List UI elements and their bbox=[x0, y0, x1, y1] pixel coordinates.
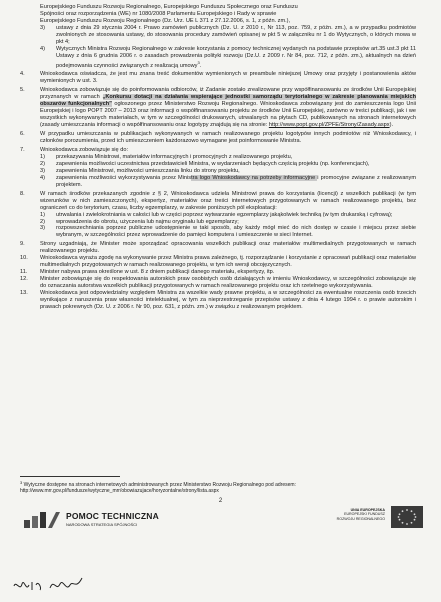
eu-flag-icon bbox=[391, 506, 423, 528]
paragraph-4 bbox=[20, 71, 416, 85]
list-number: 2) bbox=[40, 218, 45, 225]
footnote-ref: 3 bbox=[197, 59, 200, 65]
list-text: wprowadzenia do obrotu, użyczenia lub najmu oryginału lub egzemplarzy; bbox=[56, 218, 239, 225]
paragraph-text: Strony uzgadniają, że Minister może sporządzać opracowania wszelkich publikacji oraz materiałów multimedialnych przygotowanych w ramach realizowanego projektu. bbox=[40, 241, 416, 255]
list-text: utrwalania i zwielokrotniania w całości lub w części poprzez wytwarzanie egzemplarzy jakąkolwiek techniką (w tym drukarską i cyfrową); bbox=[56, 211, 393, 218]
paragraph-text-b: ogłoszonego przez Ministerstwo Rozwoju Regionalnego. Wnioskodawca zobowiązany jest do zamieszczenia logo Unii Europejskiej i logo POPT 2007 – 2013 oraz informacji o współfinansowaniu projektu ze środków Unii Europejskiej, zarówno w treści publikacji, jak i we wszystkich wykonywanych materiałach, w tym w szczególności drukowanych, utrwalanych na płytach CD, publikowanych na stronach internetowych (zasady umieszczania informacji o współfinansowaniu oraz logotypy znajdują się na stronie: bbox=[40, 101, 416, 129]
paragraph-text bbox=[40, 87, 416, 129]
paragraph-text: Wnioskodawca oświadcza, że jest mu znana treść dokumentów wymienionych w preambule niniejszej Umowy oraz przyjęty i postanowienia aktów wymienionych w ust. 3. bbox=[40, 71, 416, 85]
list-number: 1) bbox=[40, 211, 45, 218]
fund-label-2: ROZWOJU REGIONALNEGO bbox=[336, 516, 385, 521]
logo-title: POMOC TECHNICZNA bbox=[66, 511, 159, 521]
nss-logo-icon bbox=[22, 508, 62, 530]
top-line-1: Europejskiego Funduszu Rozwoju Regionalnego, Europejskiego Funduszu Społecznego oraz Funduszu bbox=[40, 4, 298, 10]
page-number: 2 bbox=[218, 498, 223, 504]
paragraph-11 bbox=[20, 269, 416, 276]
paragraph-number: 13. bbox=[20, 290, 28, 297]
sub-item-number: 4) bbox=[40, 45, 45, 52]
footnote-number: 3 bbox=[20, 480, 23, 485]
paragraph-8 bbox=[20, 191, 416, 212]
list-number: 3) bbox=[40, 225, 45, 232]
sub-item-3 bbox=[20, 25, 416, 46]
paragraph-text: Wnioskodawca wyraża zgodę na wykonywanie przez Ministra prawa zależnego, tj. rozporządzanie i korzystanie z opracowań publikacji oraz materiałów multimedialnych przygotowanych w ramach realizowanego projektu, w tym ich wersji obcojęzycznych. bbox=[40, 255, 416, 269]
paragraph-text: W przypadku umieszczania w publikacjach wykonywanych w ramach realizowanego projektu logotypów innych podmiotów niż Wnioskodawcy, i członków porozumienia, przed ich umieszczeniem każdorazowo wymagane jest poinformowanie Ministra. bbox=[40, 131, 416, 145]
paragraph-text-a: Wnioskodawca zobowiązuje się do poinformowania odbiorców, iż Zadanie zostało zrealizowane przy współfinansowaniu ze środków Unii Europejskiej przyznanych w ramach bbox=[40, 87, 416, 101]
sub-item-4 bbox=[20, 46, 416, 70]
footnote-divider bbox=[20, 476, 120, 477]
paragraph-number: 9. bbox=[20, 241, 25, 248]
sub-item-text: Wytycznych Ministra Rozwoju Regionalnego w zakresie korzystania z pomocy technicznej wydanych na podstawie przepisów art.35 ust.3 pkt 11 Ustawy z dnia 6 grudnia 2006 r. o zasadach prowadzenia polityki rozwoju (Dz.U. z 2009 r. Nr 84, poz. 712, z późn. zm.), aktualnych na dzień podejmowania czynności związanych z realizacją umowy bbox=[56, 45, 416, 69]
paragraph-number: 5. bbox=[20, 87, 25, 94]
highlighted-logo-usage: tra logo Wnioskodawcy na potrzeby informacyjne bbox=[191, 174, 318, 181]
list-number: 3) bbox=[40, 167, 45, 174]
paragraph-number: 12. bbox=[20, 276, 28, 283]
p7-item-1 bbox=[20, 154, 416, 161]
paragraph-text: Wnioskodawca jest odpowiedzialny względem Ministra za wszelkie wady prawne projektu, a w szczególności za ewentualne roszczenia osób trzecich wynikające z naruszenia praw własności intelektualnej, w tym za nieprzestrzeganie przepisów ustawy z dnia 4 lutego 1994 r. o prawie autorskim i prawach pokrewnych (Dz. U. z 2006 r. Nr 90, poz. 631, z późn. zm.) w związku z realizowanym projektem. bbox=[40, 290, 416, 310]
list-number: 2) bbox=[40, 160, 45, 167]
list-number: 4) bbox=[40, 174, 45, 181]
p7-item-3 bbox=[20, 168, 416, 175]
paragraph-9 bbox=[20, 241, 416, 255]
p8-item-1 bbox=[20, 212, 416, 219]
eu-label: UNIA EUROPEJSKA bbox=[350, 508, 385, 512]
paragraph-12 bbox=[20, 276, 416, 290]
fund-label-1: EUROPEJSKI FUNDUSZ bbox=[344, 512, 385, 517]
footnote bbox=[20, 480, 416, 494]
sub-item-number: 3) bbox=[40, 24, 45, 31]
paragraph-5 bbox=[20, 87, 416, 129]
popt-rules-link[interactable]: http://www.popt.gov.pl/ZPFE/Strony/Zasady.aspx bbox=[268, 122, 390, 129]
list-text: rozpowszechniania poprzez publiczne udostępnienie w taki sposób, aby każdy mógł mieć do nich dostęp w czasie i miejscu przez siebie wybranym, w szczególności przez wprowadzenie do pamięci komputera i umieszczenie w sieci Internet. bbox=[56, 225, 416, 239]
paragraph-number: 4. bbox=[20, 71, 25, 78]
list-text: zapewnienia Ministrowi, możliwości umieszczania linku do strony projektu, bbox=[56, 167, 240, 174]
paragraph-10 bbox=[20, 255, 416, 269]
sub-item-text-wrap bbox=[56, 46, 416, 70]
technical-assistance-logo bbox=[22, 508, 159, 530]
footnote-text: Wytyczne dostępne na stronach internetowych administrowanych przez Ministerstwo Rozwoju Regionalnego pod adresem: http://www.mrr.gov.pl/fundusze/wytyczne_mrr/obowiazujace/horyzontalne/strony/lista.aspx bbox=[20, 482, 296, 495]
paragraph-text: Minister nabywa prawa określone w ust. 8 z dniem publikacji danego materiału, ekspertyzy, itp. bbox=[40, 269, 275, 276]
sub-item-end: . bbox=[199, 62, 202, 69]
paragraph-13 bbox=[20, 290, 416, 311]
paragraph-text: Minister zobowiązuje się do respektowania autorskich praw osobistych osób działających w imieniu Wnioskodawcy, w szczególności zobowiązuje się do oznaczania autorstwa wszelkich publikacji przygotowanych w ramach realizowanego projektu oraz ich rzetelnego wykorzystywania. bbox=[40, 276, 416, 290]
list-text: zapewnienia możliwości wykorzystywania przez Ministra logo Wnioskodawcy na potrzeby informacyjne i promocyjne związane z realizowanym projektem. bbox=[56, 174, 417, 188]
top-line-3: Europejskiego Funduszu Rozwoju Regionalnego (Dz. Urz. UE L 371 z 27.12.2006, s. 1, z późn. zm.), bbox=[40, 17, 291, 24]
p7-item-4 bbox=[20, 175, 416, 189]
eu-fund-logo bbox=[331, 506, 423, 528]
list-text: zapewnienia możliwości uczestnictwa przedstawicieli Ministra, w wydarzeniach będących częścią projektu (np. konferencjach), bbox=[56, 160, 370, 167]
p8-item-3 bbox=[20, 225, 416, 239]
paragraph-text: Wnioskodawca zobowiązuje się do: bbox=[40, 146, 128, 153]
list-text: przekazywania Ministrowi, materiałów informacyjnych i promocyjnych z realizowanego projektu, bbox=[56, 153, 293, 160]
highlighted-competition-name: „Konkursu dotacji na działania wspierające jednostki samorządu terytorialnego w zakresie planowania miejskich obszarów funkcjonalnych” bbox=[40, 94, 416, 108]
logo-subtitle: NARODOWA STRATEGIA SPÓJNOŚCI bbox=[66, 522, 138, 527]
contract-body bbox=[20, 4, 416, 311]
p8-item-2 bbox=[20, 219, 416, 226]
paragraph-text: W ramach środków przekazanych zgodnie z § 2, Wnioskodawca udziela Ministrowi prawa do korzystania (licencji) z wszelkich publikacji (w tym wizerunków w nich zamieszczonych), ekspertyz, materiałów oraz treści internetowych przygotowanych w ramach realizowanego projektu, bez ograniczeń co do terytorium, czasu, liczby egzemplarzy, w zakresie poniższych pól eksploatacji: bbox=[40, 190, 416, 211]
top-line-2: Spójności oraz rozporządzenia (WE) nr 1080/2008 Parlamentu Europejskiego i Rady w sprawie bbox=[40, 10, 277, 17]
paragraph-number: 6. bbox=[20, 131, 25, 138]
paragraph-number: 10. bbox=[20, 255, 28, 262]
sub-item-text: ustawy z dnia 29 stycznia 2004 r. Prawo zamówień publicznych (Dz. U. z 2010 r., Nr 113, poz. 759, z późn. zm.), a w przypadku podmiotów zwolnionych ze stosowania ustawy, do stosowania procedury zamówień opisanej w pkt 5 w załączniku nr 1 do Wytycznych, o których mowa w pkt 4; bbox=[56, 24, 416, 45]
paragraph-number: 8. bbox=[20, 190, 25, 197]
p7-item-2 bbox=[20, 161, 416, 168]
list-number: 1) bbox=[40, 153, 45, 160]
paragraph-text-c: ). bbox=[389, 122, 393, 129]
handwritten-initials bbox=[10, 570, 90, 598]
paragraph-6 bbox=[20, 131, 416, 145]
paragraph-number: 11. bbox=[20, 269, 28, 276]
paragraph-number: 7. bbox=[20, 146, 25, 153]
paragraph-7 bbox=[20, 147, 416, 154]
